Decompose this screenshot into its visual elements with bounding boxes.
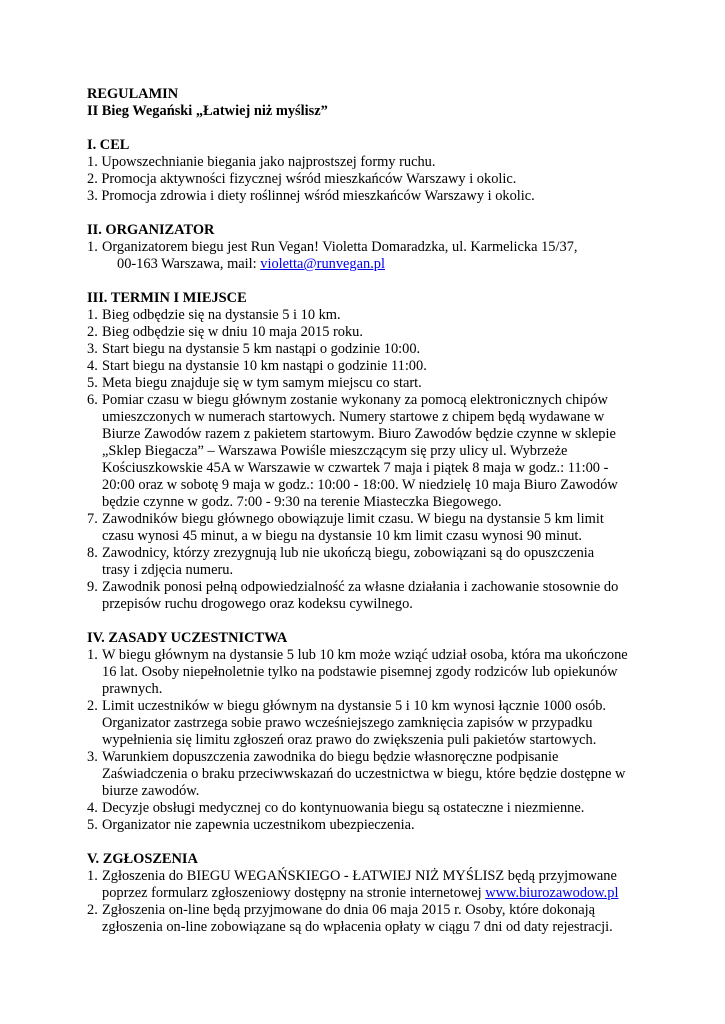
list-item-number: 9.: [87, 579, 98, 595]
email-link[interactable]: violetta@runvegan.pl: [260, 256, 385, 272]
list-item: [87, 579, 647, 613]
list-item: 3. Promocja zdrowia i diety roślinnej wśród mieszkańców Warszawy i okolic.: [87, 188, 535, 204]
list-item-number: 1.: [87, 868, 98, 884]
list-item-text: Bieg odbędzie się na dystansie 5 i 10 km.: [102, 307, 341, 323]
list-item-text: trasy i zdjęcia numeru.: [102, 562, 234, 578]
list-item-text: Pomiar czasu w biegu głównym zostanie wykonany za pomocą elektronicznych chipów: [102, 392, 608, 408]
section-heading-termin: III. TERMIN I MIEJSCE: [87, 290, 247, 306]
list-item-text: Warunkiem dopuszczenia zawodnika do biegu będzie własnoręczne podpisanie: [102, 749, 559, 765]
list-item-text: Biurze Zawodów razem z pakietem startowym. Biuro Zawodów będzie czynne w sklepie: [102, 426, 616, 442]
list-item-text: Kościuszkowskie 45A w Warszawie w czwartek 7 maja i piątek 8 maja w godz.: 11:00 -: [102, 460, 609, 476]
list-item-number: 6.: [87, 392, 98, 408]
list-item-text: W biegu głównym na dystansie 5 lub 10 km może wziąć udział osoba, która ma ukończone: [102, 647, 628, 663]
list-item-text: Start biegu na dystansie 10 km nastąpi o godzinie 11:00.: [102, 358, 427, 374]
list-item: [87, 902, 647, 936]
list-item-text: Zawodników biegu głównego obowiązuje limit czasu. W biegu na dystansie 5 km limit: [102, 511, 604, 527]
list-item-number: 5.: [87, 375, 98, 391]
list-item: [87, 800, 647, 817]
list-item: [87, 341, 647, 358]
list-item-text: Organizator nie zapewnia uczestnikom ubezpieczenia.: [102, 817, 415, 833]
list-item-number: 8.: [87, 545, 98, 561]
document-title: REGULAMIN: [87, 86, 179, 102]
list-item-text: zgłoszenia on-line zobowiązane są do wpłacenia opłaty w ciągu 7 dni od daty rejestracji.: [102, 919, 613, 935]
list-item: [87, 817, 647, 834]
document-body: [87, 86, 647, 936]
list-item: 2. Promocja aktywności fizycznej wśród mieszkańców Warszawy i okolic.: [87, 171, 517, 187]
list-item: [87, 392, 647, 511]
list-item-text: Organizator zastrzega sobie prawo wcześniejszego zamknięcia zapisów w przypadku: [102, 715, 593, 731]
list-item-number: 3.: [87, 749, 98, 765]
list-item-text: Organizatorem biegu jest Run Vegan! Violetta Domaradzka, ul. Karmelicka 15/37,: [102, 239, 578, 255]
list-item: [87, 698, 647, 749]
list-item-text: będzie czynne w godz. 7:00 - 9:30 na terenie Miasteczka Biegowego.: [102, 494, 502, 510]
list-item: [87, 868, 647, 902]
list-item-number: 7.: [87, 511, 98, 527]
list-item-text: wypełnienia się limitu zgłoszeń oraz prawo do zwiększenia puli pakietów startowych.: [102, 732, 597, 748]
list-item-text: 20:00 oraz w sobotę 9 maja w godz.: 10:00 - 18:00. W niedzielę 10 maja Biuro Zawodów: [102, 477, 618, 493]
list-item-text: umieszczonych w numerach startowych. Numery startowe z chipem będą wydawane w: [102, 409, 605, 425]
list-item-text: biurze zawodów.: [102, 783, 200, 799]
list-item-number: 1.: [87, 239, 98, 255]
list-item: [87, 511, 647, 545]
termin-list: [87, 307, 647, 613]
section-heading-organizator: II. ORGANIZATOR: [87, 222, 215, 238]
list-item-text-part: poprzez formularz zgłoszeniowy dostępny na stronie internetowej: [102, 885, 486, 901]
website-link[interactable]: www.biurozawodow.pl: [485, 885, 619, 901]
list-item: [87, 375, 647, 392]
list-item-text: Zawodnik ponosi pełną odpowiedzialność za własne działania i zachowanie stosownie do: [102, 579, 619, 595]
list-item-text: Zawodnicy, którzy zrezygnują lub nie ukończą biegu, zobowiązani są do opuszczenia: [102, 545, 595, 561]
list-item-text: prawnych.: [102, 681, 163, 697]
list-item-text: Start biegu na dystansie 5 km nastąpi o godzinie 10:00.: [102, 341, 421, 357]
list-item-text: czasu wynosi 45 minut, a w biegu na dystansie 10 km limit czasu wynosi 90 minut.: [102, 528, 583, 544]
list-item: [87, 239, 647, 273]
list-item-text: Bieg odbędzie się w dniu 10 maja 2015 roku.: [102, 324, 363, 340]
list-item-text-part: 00-163 Warszawa, mail:: [117, 256, 261, 272]
list-item: [87, 307, 647, 324]
section-heading-cel: I. CEL: [87, 137, 130, 153]
list-item-text: „Sklep Biegacza” – Warszawa Powiśle mieszczącym się przy ulicy ul. Wybrzeże: [102, 443, 568, 459]
list-item-text: Zgłoszenia do BIEGU WEGAŃSKIEGO - ŁATWIEJ NIŻ MYŚLISZ będą przyjmowane: [102, 868, 617, 884]
section-heading-zasady: IV. ZASADY UCZESTNICTWA: [87, 630, 288, 646]
list-item-text: przepisów ruchu drogowego oraz kodeksu cywilnego.: [102, 596, 413, 612]
list-item-number: 2.: [87, 698, 98, 714]
list-item-number: 3.: [87, 341, 98, 357]
list-item-text: Meta biegu znajduje się w tym samym miejscu co start.: [102, 375, 422, 391]
list-item-text: [102, 256, 647, 273]
document-subtitle: II Bieg Wegański „Łatwiej niż myślisz”: [87, 103, 328, 119]
list-item: [87, 647, 647, 698]
list-item-number: 4.: [87, 358, 98, 374]
list-item-number: 2.: [87, 902, 98, 918]
list-item-text: Limit uczestników w biegu głównym na dystansie 5 i 10 km wynosi łącznie 1000 osób.: [102, 698, 607, 714]
list-item: [87, 749, 647, 800]
list-item-number: 2.: [87, 324, 98, 340]
list-item-number: 1.: [87, 307, 98, 323]
list-item-text: [102, 885, 647, 902]
list-item: [87, 358, 647, 375]
list-item: [87, 545, 647, 579]
list-item: 1. Upowszechnianie biegania jako najprostszej formy ruchu.: [87, 154, 436, 170]
section-heading-zgloszenia: V. ZGŁOSZENIA: [87, 851, 198, 867]
list-item-text: Decyzje obsługi medycznej co do kontynuowania biegu są ostateczne i niezmienne.: [102, 800, 585, 816]
list-item-text: 16 lat. Osoby niepełnoletnie tylko na podstawie pisemnej zgody rodziców lub opiekunów: [102, 664, 618, 680]
zasady-list: [87, 647, 647, 834]
list-item-number: 5.: [87, 817, 98, 833]
list-item-number: 4.: [87, 800, 98, 816]
list-item-number: 1.: [87, 647, 98, 663]
list-item: [87, 324, 647, 341]
list-item-text: Zaświadczenia o braku przeciwwskazań do uczestnictwa w biegu, które będzie dostępne w: [102, 766, 626, 782]
list-item-text: Zgłoszenia on-line będą przyjmowane do dnia 06 maja 2015 r. Osoby, które dokonają: [102, 902, 596, 918]
